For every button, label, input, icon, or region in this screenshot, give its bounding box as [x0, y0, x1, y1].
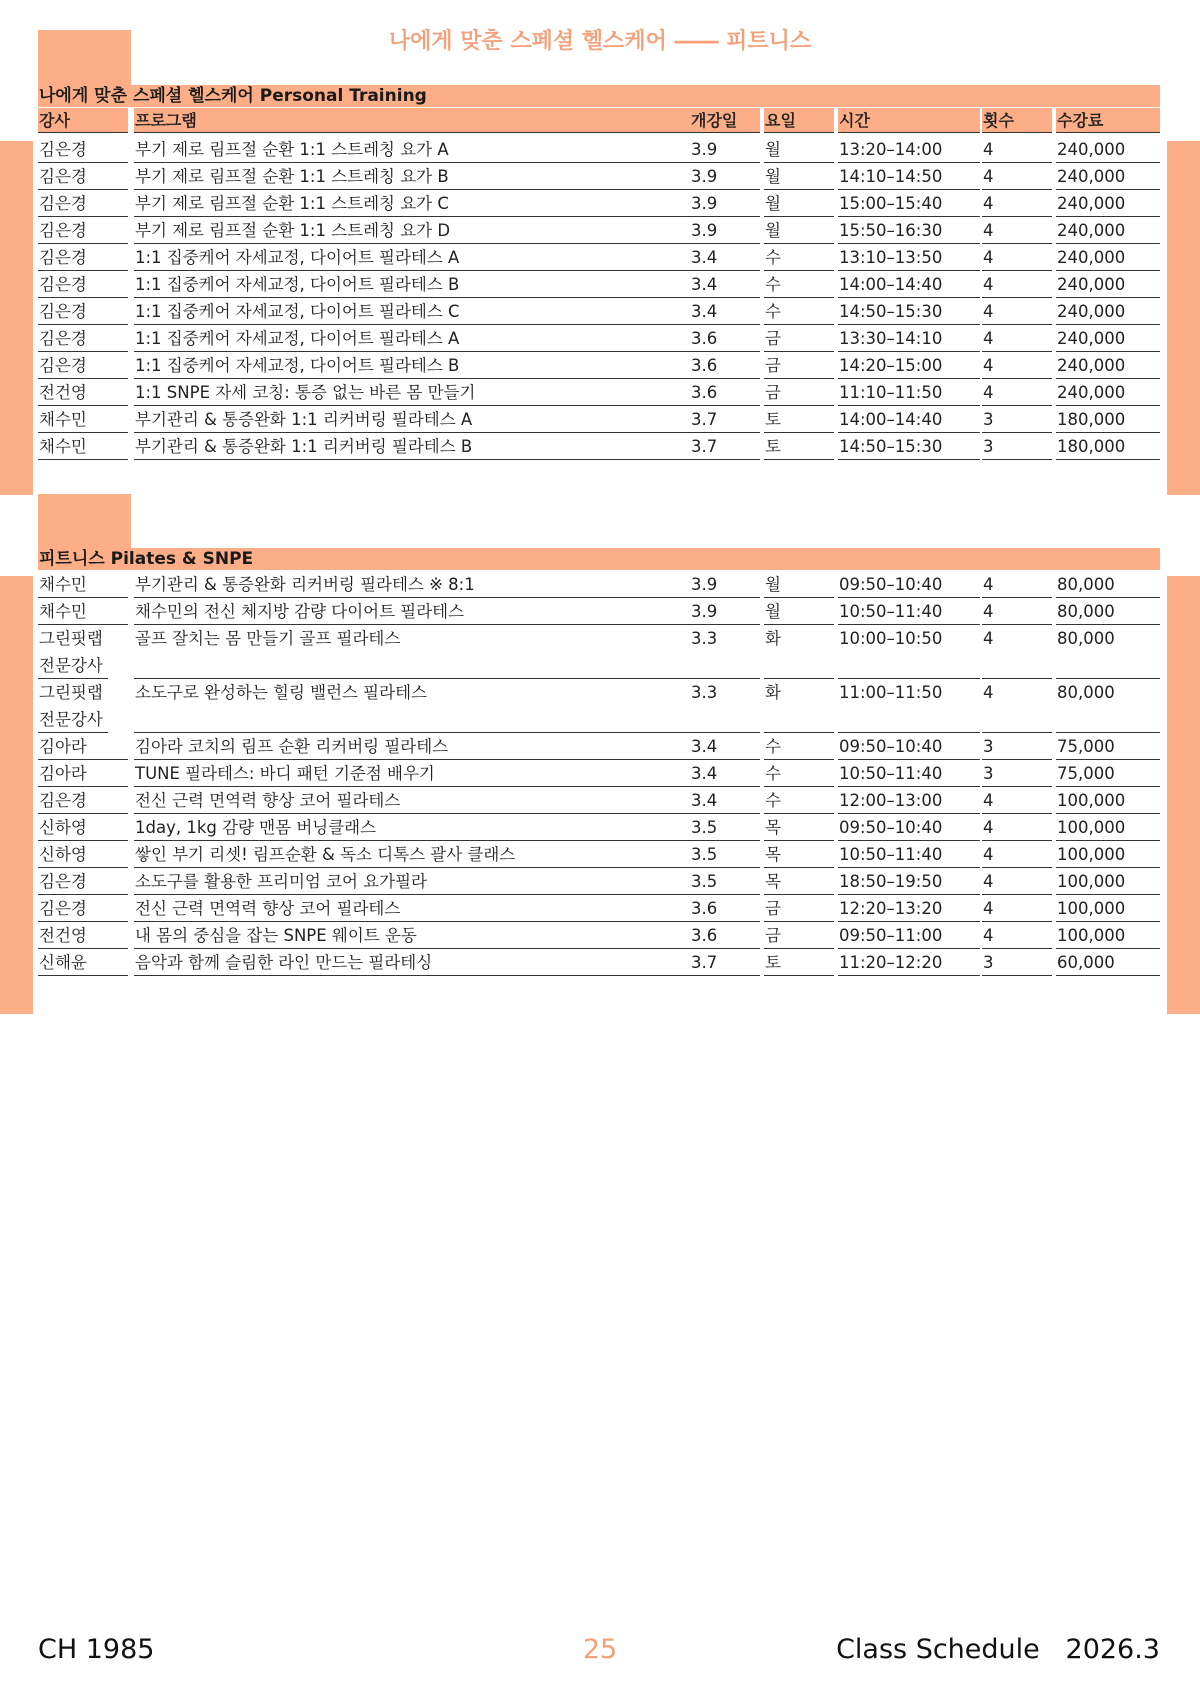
program-cell: 부기 제로 림프절 순환 1:1 스트레칭 요가 C: [134, 190, 724, 217]
start-date-cell: 3.6: [690, 895, 760, 922]
time-cell: 11:20–12:20: [838, 949, 980, 976]
table-row: [38, 787, 1160, 814]
time-cell: 14:20–15:00: [838, 352, 980, 379]
program-cell: 내 몸의 중심을 잡는 SNPE 웨이트 운동: [134, 922, 724, 949]
fee-cell: 240,000: [1056, 190, 1160, 217]
fee-cell: 75,000: [1056, 733, 1160, 760]
fee-cell: 80,000: [1056, 571, 1160, 598]
program-cell: 1:1 집중케어 자세교정, 다이어트 필라테스 A: [134, 244, 724, 271]
program-cell: 전신 근력 면역력 향상 코어 필라테스: [134, 787, 724, 814]
instructor-cell: 채수민: [38, 598, 128, 625]
table-row: [38, 841, 1160, 868]
table-row: [38, 733, 1160, 760]
day-cell: 수: [764, 760, 834, 787]
section-tab-decoration: [38, 30, 131, 86]
start-date-cell: 3.5: [690, 868, 760, 895]
sessions-cell: 4: [982, 298, 1052, 325]
start-date-cell: 3.5: [690, 814, 760, 841]
start-date-cell: 3.6: [690, 325, 760, 352]
instructor-cell: 김은경: [38, 271, 128, 298]
sessions-cell: 4: [982, 895, 1052, 922]
column-header-day: 요일: [764, 108, 834, 133]
fee-cell: 240,000: [1056, 325, 1160, 352]
sessions-cell: 4: [982, 787, 1052, 814]
program-cell: 부기관리 & 통증완화 1:1 리커버링 필라테스 B: [134, 433, 724, 460]
table-row: [38, 136, 1160, 163]
program-cell: TUNE 필라테스: 바디 패턴 기준점 배우기: [134, 760, 724, 787]
day-cell: 금: [764, 922, 834, 949]
fee-cell: 60,000: [1056, 949, 1160, 976]
program-cell: 부기 제로 림프절 순환 1:1 스트레칭 요가 A: [134, 136, 724, 163]
table-row: [38, 163, 1160, 190]
instructor-cell: 김은경: [38, 787, 128, 814]
start-date-cell: 3.6: [690, 352, 760, 379]
sessions-cell: 4: [982, 598, 1052, 625]
sessions-cell: 3: [982, 433, 1052, 460]
start-date-cell: 3.9: [690, 163, 760, 190]
instructor-cell: 김은경: [38, 163, 128, 190]
program-cell: 소도구로 완성하는 힐링 밸런스 필라테스: [134, 679, 724, 733]
fee-cell: 80,000: [1056, 598, 1160, 625]
instructor-cell: 그린핏랩 전문강사: [38, 679, 108, 733]
table-row: [38, 922, 1160, 949]
column-header-program: 프로그램: [134, 108, 724, 133]
footer-schedule-label: Class Schedule 2026.3: [836, 1634, 1160, 1665]
program-cell: 부기 제로 림프절 순환 1:1 스트레칭 요가 D: [134, 217, 724, 244]
start-date-cell: 3.4: [690, 787, 760, 814]
section-header-pilates-snpe: 피트니스 Pilates & SNPE: [38, 548, 1160, 570]
time-cell: 14:50–15:30: [838, 298, 980, 325]
start-date-cell: 3.3: [690, 625, 760, 679]
time-cell: 15:50–16:30: [838, 217, 980, 244]
time-cell: 13:20–14:00: [838, 136, 980, 163]
table-row: [38, 325, 1160, 352]
sessions-cell: 4: [982, 136, 1052, 163]
program-cell: 음악과 함께 슬림한 라인 만드는 필라테싱: [134, 949, 724, 976]
table-row: [38, 895, 1160, 922]
right-accent-bar: [1167, 576, 1200, 1014]
sessions-cell: 4: [982, 244, 1052, 271]
instructor-cell: 신하영: [38, 841, 128, 868]
time-cell: 09:50–10:40: [838, 571, 980, 598]
program-cell: 1:1 SNPE 자세 코칭: 통증 없는 바른 몸 만들기: [134, 379, 724, 406]
time-cell: 12:00–13:00: [838, 787, 980, 814]
sessions-cell: 4: [982, 352, 1052, 379]
instructor-cell: 김은경: [38, 325, 128, 352]
fee-cell: 180,000: [1056, 433, 1160, 460]
fee-cell: 240,000: [1056, 352, 1160, 379]
start-date-cell: 3.6: [690, 922, 760, 949]
time-cell: 15:00–15:40: [838, 190, 980, 217]
column-header-instructor: 강사: [38, 108, 128, 133]
fee-cell: 100,000: [1056, 814, 1160, 841]
program-cell: 부기관리 & 통증완화 1:1 리커버링 필라테스 A: [134, 406, 724, 433]
instructor-cell: 김은경: [38, 136, 128, 163]
instructor-cell: 전건영: [38, 922, 128, 949]
start-date-cell: 3.4: [690, 298, 760, 325]
time-cell: 10:50–11:40: [838, 841, 980, 868]
sessions-cell: 3: [982, 406, 1052, 433]
start-date-cell: 3.9: [690, 217, 760, 244]
day-cell: 토: [764, 433, 834, 460]
sessions-cell: 4: [982, 625, 1052, 679]
sessions-cell: 4: [982, 814, 1052, 841]
table-row: [38, 433, 1160, 460]
table-row: [38, 949, 1160, 976]
time-cell: 10:00–10:50: [838, 625, 980, 679]
table-row: [38, 679, 1160, 733]
fee-cell: 240,000: [1056, 298, 1160, 325]
start-date-cell: 3.4: [690, 733, 760, 760]
fee-cell: 240,000: [1056, 217, 1160, 244]
table-row: [38, 244, 1160, 271]
left-accent-bar: [0, 141, 33, 495]
sessions-cell: 4: [982, 217, 1052, 244]
time-cell: 09:50–10:40: [838, 733, 980, 760]
left-accent-bar: [0, 576, 33, 1014]
fee-cell: 100,000: [1056, 895, 1160, 922]
day-cell: 토: [764, 949, 834, 976]
day-cell: 목: [764, 814, 834, 841]
fee-cell: 80,000: [1056, 679, 1160, 733]
day-cell: 목: [764, 868, 834, 895]
footer-brand: CH 1985: [38, 1634, 155, 1665]
start-date-cell: 3.6: [690, 379, 760, 406]
instructor-cell: 김은경: [38, 352, 128, 379]
sessions-cell: 4: [982, 271, 1052, 298]
program-cell: 부기관리 & 통증완화 리커버링 필라테스 ※ 8:1: [134, 571, 724, 598]
time-cell: 14:50–15:30: [838, 433, 980, 460]
day-cell: 월: [764, 598, 834, 625]
day-cell: 금: [764, 325, 834, 352]
day-cell: 수: [764, 298, 834, 325]
time-cell: 13:10–13:50: [838, 244, 980, 271]
fee-cell: 240,000: [1056, 136, 1160, 163]
pilates-snpe-table: [38, 571, 1160, 976]
day-cell: 수: [764, 271, 834, 298]
column-header-time: 시간: [838, 108, 980, 133]
time-cell: 10:50–11:40: [838, 760, 980, 787]
instructor-cell: 김은경: [38, 190, 128, 217]
instructor-cell: 김은경: [38, 217, 128, 244]
time-cell: 14:00–14:40: [838, 406, 980, 433]
time-cell: 11:00–11:50: [838, 679, 980, 733]
start-date-cell: 3.9: [690, 571, 760, 598]
sessions-cell: 4: [982, 163, 1052, 190]
table-row: [38, 298, 1160, 325]
instructor-cell: 전건영: [38, 379, 128, 406]
fee-cell: 240,000: [1056, 379, 1160, 406]
table-row: [38, 379, 1160, 406]
sessions-cell: 4: [982, 841, 1052, 868]
program-cell: 채수민의 전신 체지방 감량 다이어트 필라테스: [134, 598, 724, 625]
fee-cell: 75,000: [1056, 760, 1160, 787]
day-cell: 금: [764, 895, 834, 922]
time-cell: 11:10–11:50: [838, 379, 980, 406]
fee-cell: 100,000: [1056, 841, 1160, 868]
fee-cell: 100,000: [1056, 922, 1160, 949]
fee-cell: 240,000: [1056, 163, 1160, 190]
start-date-cell: 3.7: [690, 433, 760, 460]
day-cell: 수: [764, 733, 834, 760]
table-row: [38, 814, 1160, 841]
instructor-cell: 그린핏랩 전문강사: [38, 625, 108, 679]
time-cell: 10:50–11:40: [838, 598, 980, 625]
fee-cell: 180,000: [1056, 406, 1160, 433]
time-cell: 14:10–14:50: [838, 163, 980, 190]
program-cell: 1day, 1kg 감량 맨몸 버닝클래스: [134, 814, 724, 841]
start-date-cell: 3.9: [690, 598, 760, 625]
day-cell: 월: [764, 217, 834, 244]
time-cell: 09:50–10:40: [838, 814, 980, 841]
column-header-start-date: 개강일: [690, 108, 760, 133]
instructor-cell: 김은경: [38, 895, 128, 922]
section-header-personal-training: 나에게 맞춘 스페셜 헬스케어 Personal Training: [38, 85, 1160, 107]
start-date-cell: 3.9: [690, 136, 760, 163]
start-date-cell: 3.4: [690, 244, 760, 271]
table-row: [38, 571, 1160, 598]
time-cell: 12:20–13:20: [838, 895, 980, 922]
day-cell: 수: [764, 244, 834, 271]
program-cell: 쌓인 부기 리셋! 림프순환 & 독소 디톡스 괄사 클래스: [134, 841, 724, 868]
page-title: 나에게 맞춘 스페셜 헬스케어 ―― 피트니스: [388, 29, 812, 54]
day-cell: 금: [764, 379, 834, 406]
page-number: 25: [582, 1634, 618, 1665]
instructor-cell: 김은경: [38, 298, 128, 325]
column-header-row: [38, 108, 1160, 133]
day-cell: 목: [764, 841, 834, 868]
instructor-cell: 신하영: [38, 814, 128, 841]
program-cell: 전신 근력 면역력 향상 코어 필라테스: [134, 895, 724, 922]
start-date-cell: 3.7: [690, 406, 760, 433]
day-cell: 월: [764, 190, 834, 217]
instructor-cell: 김은경: [38, 868, 128, 895]
instructor-cell: 채수민: [38, 406, 128, 433]
day-cell: 화: [764, 679, 834, 733]
sessions-cell: 3: [982, 760, 1052, 787]
fee-cell: 100,000: [1056, 787, 1160, 814]
day-cell: 월: [764, 571, 834, 598]
start-date-cell: 3.4: [690, 760, 760, 787]
sessions-cell: 3: [982, 949, 1052, 976]
fee-cell: 240,000: [1056, 244, 1160, 271]
day-cell: 수: [764, 787, 834, 814]
right-accent-bar: [1167, 141, 1200, 495]
instructor-cell: 김아라: [38, 733, 128, 760]
sessions-cell: 4: [982, 679, 1052, 733]
sessions-cell: 4: [982, 922, 1052, 949]
table-row: [38, 190, 1160, 217]
program-cell: 1:1 집중케어 자세교정, 다이어트 필라테스 A: [134, 325, 724, 352]
fee-cell: 240,000: [1056, 271, 1160, 298]
start-date-cell: 3.3: [690, 679, 760, 733]
time-cell: 13:30–14:10: [838, 325, 980, 352]
instructor-cell: 김아라: [38, 760, 128, 787]
start-date-cell: 3.4: [690, 271, 760, 298]
instructor-cell: 신해윤: [38, 949, 128, 976]
table-row: [38, 271, 1160, 298]
program-cell: 김아라 코치의 림프 순환 리커버링 필라테스: [134, 733, 724, 760]
table-row: [38, 868, 1160, 895]
section-tab-decoration: [38, 494, 131, 550]
program-cell: 골프 잘치는 몸 만들기 골프 필라테스: [134, 625, 724, 679]
sessions-cell: 4: [982, 325, 1052, 352]
time-cell: 18:50–19:50: [838, 868, 980, 895]
fee-cell: 100,000: [1056, 868, 1160, 895]
start-date-cell: 3.7: [690, 949, 760, 976]
sessions-cell: 4: [982, 571, 1052, 598]
table-row: [38, 760, 1160, 787]
program-cell: 부기 제로 림프절 순환 1:1 스트레칭 요가 B: [134, 163, 724, 190]
table-row: [38, 406, 1160, 433]
time-cell: 09:50–11:00: [838, 922, 980, 949]
table-row: [38, 598, 1160, 625]
day-cell: 화: [764, 625, 834, 679]
day-cell: 토: [764, 406, 834, 433]
instructor-cell: 김은경: [38, 244, 128, 271]
table-row: [38, 625, 1160, 679]
program-cell: 소도구를 활용한 프리미엄 코어 요가필라: [134, 868, 724, 895]
personal-training-table: [38, 136, 1160, 460]
time-cell: 14:00–14:40: [838, 271, 980, 298]
start-date-cell: 3.5: [690, 841, 760, 868]
table-row: [38, 217, 1160, 244]
program-cell: 1:1 집중케어 자세교정, 다이어트 필라테스 B: [134, 271, 724, 298]
sessions-cell: 4: [982, 190, 1052, 217]
table-row: [38, 352, 1160, 379]
instructor-cell: 채수민: [38, 571, 128, 598]
day-cell: 월: [764, 163, 834, 190]
sessions-cell: 4: [982, 868, 1052, 895]
instructor-cell: 채수민: [38, 433, 128, 460]
program-cell: 1:1 집중케어 자세교정, 다이어트 필라테스 C: [134, 298, 724, 325]
start-date-cell: 3.9: [690, 190, 760, 217]
column-header-fee: 수강료: [1056, 108, 1160, 133]
fee-cell: 80,000: [1056, 625, 1160, 679]
sessions-cell: 4: [982, 379, 1052, 406]
sessions-cell: 3: [982, 733, 1052, 760]
day-cell: 월: [764, 136, 834, 163]
program-cell: 1:1 집중케어 자세교정, 다이어트 필라테스 B: [134, 352, 724, 379]
column-header-sessions: 횟수: [982, 108, 1052, 133]
day-cell: 금: [764, 352, 834, 379]
